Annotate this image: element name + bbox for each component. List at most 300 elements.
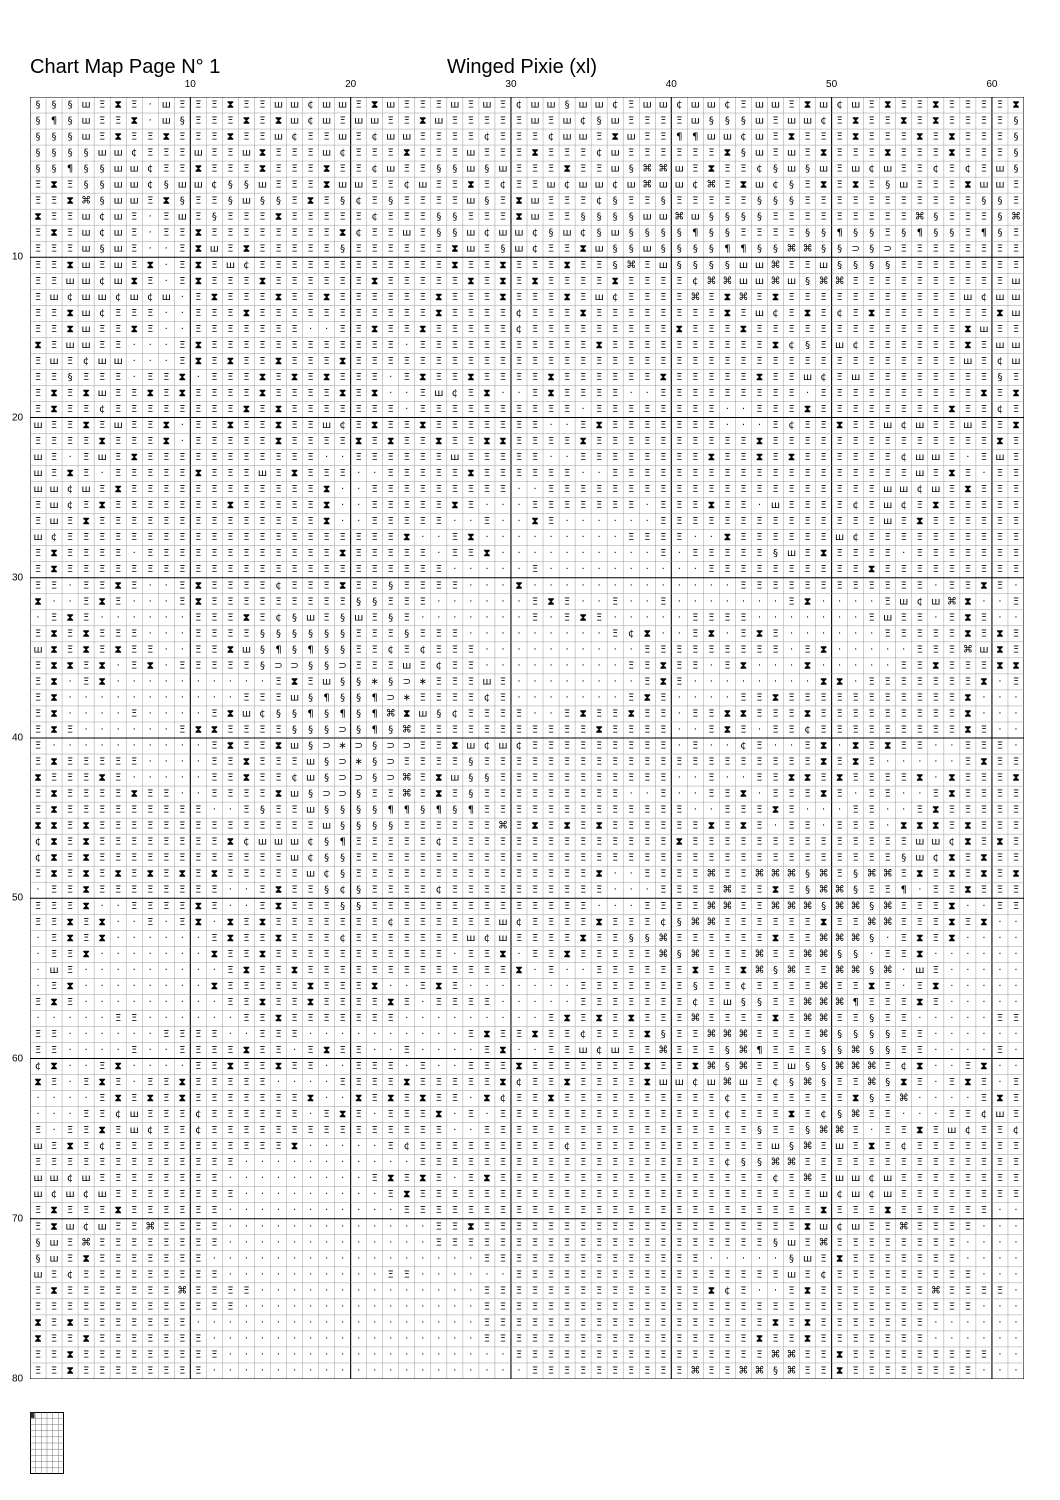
stitch-symbol: Ξ <box>452 885 458 896</box>
stitch-symbol: Ξ <box>131 1141 137 1152</box>
stitch-symbol: Ξ <box>949 724 955 735</box>
stitch-symbol: Ξ <box>195 212 201 223</box>
stitch-symbol: ш <box>130 180 139 191</box>
stitch-symbol: Ξ <box>548 1333 554 1344</box>
stitch-symbol: Ξ <box>901 244 907 255</box>
stitch-symbol: Ξ <box>740 564 746 575</box>
stitch-symbol: Ξ <box>307 564 313 575</box>
stitch-symbol: Ξ <box>580 997 586 1008</box>
stitch-symbol: Ξ <box>933 468 939 479</box>
stitch-symbol: ¢ <box>901 1061 907 1072</box>
stitch-symbol: § <box>853 1029 858 1040</box>
stitch-symbol: Ξ <box>917 1365 923 1376</box>
stitch-symbol: Ξ <box>628 1077 634 1088</box>
stitch-symbol: Ξ <box>211 1029 217 1040</box>
stitch-symbol: § <box>68 372 73 383</box>
stitch-symbol: · <box>982 1253 985 1264</box>
stitch-symbol: Ξ <box>259 212 265 223</box>
stitch-symbol: · <box>998 708 1001 719</box>
stitch-symbol: Ξ <box>628 308 634 319</box>
stitch-symbol: ⧗ <box>323 372 330 383</box>
stitch-symbol: ⧗ <box>724 532 731 543</box>
stitch-symbol: Ξ <box>692 1269 698 1280</box>
stitch-symbol: · <box>646 564 649 575</box>
stitch-symbol: ⧗ <box>51 548 58 559</box>
stitch-symbol: Ξ <box>692 644 698 655</box>
stitch-symbol: Ξ <box>99 1093 105 1104</box>
stitch-symbol: · <box>1014 692 1017 703</box>
stitch-symbol: Ξ <box>163 1317 169 1328</box>
stitch-symbol: · <box>309 1269 312 1280</box>
stitch-symbol: ¢ <box>67 484 73 495</box>
stitch-symbol: Ξ <box>211 596 217 607</box>
stitch-symbol: Ξ <box>949 516 955 527</box>
stitch-symbol: · <box>934 757 937 768</box>
stitch-symbol: Ξ <box>949 212 955 223</box>
stitch-symbol: Ξ <box>772 420 778 431</box>
stitch-symbol: Ξ <box>227 148 233 159</box>
stitch-symbol: Ξ <box>949 100 955 111</box>
stitch-symbol: Ξ <box>516 420 522 431</box>
stitch-symbol: Ξ <box>179 1269 185 1280</box>
stitch-symbol: ¢ <box>307 837 313 848</box>
stitch-symbol: Ξ <box>83 1269 89 1280</box>
stitch-symbol: ⧗ <box>115 869 122 880</box>
stitch-symbol: § <box>100 196 105 207</box>
stitch-symbol: Ξ <box>612 981 618 992</box>
stitch-symbol: Ξ <box>660 981 666 992</box>
stitch-symbol: · <box>405 1301 408 1312</box>
stitch-symbol: Ξ <box>949 276 955 287</box>
stitch-symbol: Ξ <box>195 1285 201 1296</box>
stitch-symbol: ⌘ <box>754 1365 764 1376</box>
stitch-symbol: ⧗ <box>403 1189 410 1200</box>
stitch-symbol: Ξ <box>740 837 746 848</box>
stitch-symbol: ¢ <box>516 324 522 335</box>
stitch-symbol: § <box>324 724 329 735</box>
stitch-symbol: ⌘ <box>642 180 652 191</box>
stitch-symbol: Ξ <box>227 276 233 287</box>
stitch-symbol: · <box>325 1205 328 1216</box>
stitch-symbol: Ξ <box>291 1093 297 1104</box>
stitch-symbol: ш <box>49 356 58 367</box>
stitch-symbol: Ξ <box>195 1061 201 1072</box>
stitch-symbol: · <box>405 981 408 992</box>
stitch-symbol: Ξ <box>179 1317 185 1328</box>
stitch-symbol: · <box>101 724 104 735</box>
stitch-symbol: Ξ <box>83 580 89 591</box>
stitch-symbol: Ξ <box>51 1317 57 1328</box>
stitch-symbol: Ξ <box>612 1013 618 1024</box>
stitch-symbol: ¢ <box>452 388 458 399</box>
stitch-symbol: Ξ <box>355 949 361 960</box>
stitch-symbol: Ξ <box>99 837 105 848</box>
stitch-symbol: Ξ <box>436 869 442 880</box>
stitch-symbol: Ξ <box>275 228 281 239</box>
stitch-symbol: Ξ <box>420 500 426 511</box>
stitch-symbol: Ξ <box>901 612 907 623</box>
stitch-symbol: Ξ <box>756 885 762 896</box>
stitch-symbol: Ξ <box>724 356 730 367</box>
stitch-symbol: Ξ <box>51 901 57 912</box>
stitch-symbol: · <box>886 644 889 655</box>
stitch-symbol: ⌘ <box>706 901 716 912</box>
stitch-symbol: ш <box>883 164 892 175</box>
stitch-symbol: ¢ <box>83 1189 89 1200</box>
stitch-symbol: ⌘ <box>738 1365 748 1376</box>
stitch-symbol: ⧗ <box>195 468 202 479</box>
stitch-symbol: Ξ <box>772 981 778 992</box>
stitch-symbol: ш <box>691 116 700 127</box>
stitch-symbol: Ξ <box>804 965 810 976</box>
stitch-symbol: Ξ <box>51 580 57 591</box>
stitch-symbol: Ξ <box>596 885 602 896</box>
stitch-symbol: Ξ <box>772 949 778 960</box>
stitch-symbol: Ξ <box>869 116 875 127</box>
stitch-symbol: Ξ <box>1013 1157 1019 1168</box>
stitch-symbol: Ξ <box>981 484 987 495</box>
stitch-symbol: Ξ <box>580 757 586 768</box>
stitch-symbol: Ξ <box>724 917 730 928</box>
stitch-symbol: ⧗ <box>596 917 603 928</box>
stitch-symbol: § <box>228 196 233 207</box>
stitch-symbol: Ξ <box>355 388 361 399</box>
stitch-symbol: Ξ <box>836 1237 842 1248</box>
stitch-symbol: Ξ <box>452 660 458 671</box>
stitch-symbol: Ξ <box>275 997 281 1008</box>
stitch-symbol: · <box>229 1221 232 1232</box>
stitch-symbol: Ξ <box>516 1349 522 1360</box>
stitch-symbol: Ξ <box>836 500 842 511</box>
stitch-symbol: Ξ <box>660 468 666 479</box>
stitch-symbol: Ξ <box>901 372 907 383</box>
column-number: 60 <box>986 79 997 90</box>
stitch-symbol: Ξ <box>115 789 121 800</box>
stitch-symbol: ¢ <box>901 420 907 431</box>
stitch-symbol: Ξ <box>452 468 458 479</box>
stitch-symbol: Ξ <box>355 628 361 639</box>
stitch-symbol: · <box>1014 708 1017 719</box>
stitch-symbol: Ξ <box>836 516 842 527</box>
stitch-symbol: Ξ <box>836 1157 842 1168</box>
stitch-symbol: Ξ <box>404 933 410 944</box>
stitch-symbol: ⌘ <box>803 1141 813 1152</box>
stitch-symbol: § <box>324 885 329 896</box>
stitch-symbol: Ξ <box>307 933 313 944</box>
stitch-symbol: · <box>533 692 536 703</box>
stitch-symbol: Ξ <box>211 1061 217 1072</box>
stitch-symbol: · <box>405 1237 408 1248</box>
stitch-symbol: Ξ <box>580 1285 586 1296</box>
stitch-symbol: Ξ <box>275 773 281 784</box>
stitch-symbol: · <box>437 1045 440 1056</box>
stitch-symbol: Ξ <box>596 436 602 447</box>
stitch-symbol: Ξ <box>67 885 73 896</box>
stitch-symbol: Ξ <box>388 869 394 880</box>
stitch-symbol: Ξ <box>981 885 987 896</box>
stitch-symbol: · <box>950 757 953 768</box>
stitch-symbol: Ξ <box>965 917 971 928</box>
stitch-symbol: § <box>741 116 746 127</box>
stitch-symbol: Ξ <box>788 1013 794 1024</box>
stitch-symbol: ⧗ <box>83 644 90 655</box>
stitch-symbol: · <box>133 356 136 367</box>
stitch-symbol: Ξ <box>788 805 794 816</box>
stitch-symbol: · <box>389 1253 392 1264</box>
stitch-symbol: Ξ <box>532 869 538 880</box>
stitch-symbol: Ξ <box>131 1189 137 1200</box>
stitch-symbol: ¢ <box>372 132 378 143</box>
stitch-symbol: Ξ <box>708 1093 714 1104</box>
stitch-symbol: Ξ <box>355 276 361 287</box>
stitch-symbol: Ξ <box>211 340 217 351</box>
stitch-symbol: ш <box>498 741 507 752</box>
stitch-symbol: ш <box>98 452 107 463</box>
stitch-symbol: Ξ <box>468 292 474 303</box>
stitch-symbol: Ξ <box>259 452 265 463</box>
stitch-symbol: Ξ <box>564 148 570 159</box>
stitch-symbol: · <box>966 965 969 976</box>
stitch-symbol: ⧗ <box>916 949 923 960</box>
stitch-symbol: Ξ <box>516 1029 522 1040</box>
stitch-symbol: ¢ <box>388 917 394 928</box>
stitch-symbol: Ξ <box>676 1189 682 1200</box>
stitch-symbol: Ξ <box>355 308 361 319</box>
stitch-symbol: Ξ <box>949 164 955 175</box>
stitch-symbol: Ξ <box>836 1093 842 1104</box>
stitch-symbol: ш <box>803 116 812 127</box>
stitch-symbol: ⧗ <box>852 757 859 768</box>
stitch-symbol: Ξ <box>548 1253 554 1264</box>
stitch-symbol: Ξ <box>404 372 410 383</box>
stitch-symbol: Ξ <box>179 805 185 816</box>
stitch-symbol: · <box>774 596 777 607</box>
stitch-symbol: Ξ <box>115 1077 121 1088</box>
stitch-symbol: ¢ <box>275 580 281 591</box>
stitch-symbol: · <box>630 388 633 399</box>
stitch-symbol: · <box>197 789 200 800</box>
stitch-symbol: Ξ <box>612 805 618 816</box>
stitch-symbol: · <box>309 1221 312 1232</box>
stitch-symbol: · <box>453 1365 456 1376</box>
stitch-symbol: Ξ <box>372 612 378 623</box>
stitch-symbol: § <box>468 757 473 768</box>
stitch-symbol: Ξ <box>500 148 506 159</box>
stitch-symbol: · <box>694 596 697 607</box>
stitch-symbol: Ξ <box>692 1333 698 1344</box>
stitch-symbol: § <box>773 548 778 559</box>
stitch-symbol: Ξ <box>740 917 746 928</box>
stitch-symbol: Ξ <box>901 1285 907 1296</box>
stitch-symbol: § <box>629 228 634 239</box>
stitch-symbol: Ξ <box>949 612 955 623</box>
stitch-symbol: · <box>373 1157 376 1168</box>
stitch-symbol: Ξ <box>500 885 506 896</box>
stitch-symbol: Ξ <box>676 532 682 543</box>
stitch-symbol: Ξ <box>420 1125 426 1136</box>
stitch-symbol: Ξ <box>307 436 313 447</box>
stitch-symbol: Ξ <box>580 340 586 351</box>
stitch-symbol: Ξ <box>788 997 794 1008</box>
stitch-symbol: Ξ <box>275 308 281 319</box>
stitch-symbol: Ξ <box>836 436 842 447</box>
stitch-symbol: Ξ <box>532 741 538 752</box>
stitch-symbol: · <box>902 757 905 768</box>
stitch-symbol: § <box>68 148 73 159</box>
stitch-symbol: Ξ <box>628 853 634 864</box>
stitch-symbol: Ξ <box>708 1125 714 1136</box>
stitch-symbol: · <box>598 901 601 912</box>
stitch-symbol: Ξ <box>548 1109 554 1120</box>
stitch-symbol: Ξ <box>147 1173 153 1184</box>
stitch-symbol: Ξ <box>1013 1093 1019 1104</box>
stitch-symbol: ⧗ <box>772 340 779 351</box>
stitch-symbol: Ξ <box>580 1173 586 1184</box>
stitch-symbol: Ξ <box>644 741 650 752</box>
stitch-symbol: ш <box>979 180 988 191</box>
stitch-symbol: ⧗ <box>83 420 90 431</box>
stitch-symbol: ⌘ <box>803 949 813 960</box>
stitch-symbol: § <box>180 196 185 207</box>
stitch-symbol: Ξ <box>788 821 794 832</box>
stitch-symbol: Ξ <box>323 997 329 1008</box>
stitch-symbol: Ξ <box>516 292 522 303</box>
stitch-symbol: Ξ <box>933 388 939 399</box>
stitch-symbol: Ξ <box>195 1029 201 1040</box>
stitch-symbol: ¢ <box>147 292 153 303</box>
stitch-symbol: Ξ <box>115 1301 121 1312</box>
stitch-symbol: · <box>85 692 88 703</box>
stitch-symbol: Ξ <box>404 917 410 928</box>
stitch-symbol: ¢ <box>981 292 987 303</box>
stitch-symbol: Ξ <box>211 1093 217 1104</box>
stitch-symbol: Ξ <box>580 1093 586 1104</box>
stitch-symbol: · <box>854 660 857 671</box>
stitch-symbol: ⧗ <box>772 1317 779 1328</box>
stitch-symbol: Ξ <box>243 276 249 287</box>
stitch-symbol: Ξ <box>468 997 474 1008</box>
stitch-symbol: Ξ <box>163 853 169 864</box>
stitch-symbol: Ξ <box>355 997 361 1008</box>
stitch-symbol: · <box>325 1317 328 1328</box>
stitch-symbol: · <box>614 516 617 527</box>
stitch-symbol: ⌘ <box>851 1045 861 1056</box>
stitch-symbol: Ξ <box>452 148 458 159</box>
stitch-symbol: Ξ <box>660 837 666 848</box>
stitch-symbol: Ξ <box>660 1221 666 1232</box>
stitch-symbol: · <box>213 965 216 976</box>
stitch-symbol: Ξ <box>724 1141 730 1152</box>
stitch-symbol: Ξ <box>243 1061 249 1072</box>
stitch-symbol: Ξ <box>147 853 153 864</box>
stitch-symbol: Ξ <box>307 388 313 399</box>
stitch-symbol: ⧗ <box>99 1077 106 1088</box>
stitch-symbol: Ξ <box>131 244 137 255</box>
stitch-symbol: Ξ <box>756 548 762 559</box>
stitch-symbol: · <box>982 1045 985 1056</box>
stitch-symbol: Ξ <box>548 436 554 447</box>
stitch-symbol: Ξ <box>869 837 875 848</box>
stitch-symbol: Ξ <box>468 404 474 415</box>
stitch-symbol: Ξ <box>869 420 875 431</box>
stitch-symbol: Ξ <box>179 1189 185 1200</box>
stitch-symbol: ¢ <box>516 917 522 928</box>
stitch-symbol: Ξ <box>195 612 201 623</box>
column-number: 40 <box>666 79 677 90</box>
stitch-symbol: Ξ <box>740 692 746 703</box>
stitch-symbol: Ξ <box>291 212 297 223</box>
stitch-symbol: Ξ <box>195 660 201 671</box>
stitch-symbol: Ξ <box>436 372 442 383</box>
stitch-symbol: Ξ <box>740 933 746 944</box>
stitch-symbol: · <box>758 1285 761 1296</box>
stitch-symbol: ⧗ <box>323 500 330 511</box>
stitch-symbol: Ξ <box>291 420 297 431</box>
stitch-symbol: Ξ <box>532 1173 538 1184</box>
stitch-symbol: Ξ <box>452 324 458 335</box>
stitch-symbol: Ξ <box>147 308 153 319</box>
stitch-symbol: ⧗ <box>243 965 250 976</box>
stitch-symbol: · <box>373 1285 376 1296</box>
stitch-symbol: ⧗ <box>227 933 234 944</box>
stitch-symbol: Ξ <box>820 773 826 784</box>
stitch-symbol: ⧗ <box>532 276 539 287</box>
stitch-symbol: Ξ <box>147 1157 153 1168</box>
stitch-symbol: Ξ <box>949 436 955 447</box>
stitch-symbol: Ξ <box>323 388 329 399</box>
stitch-symbol: Ξ <box>628 805 634 816</box>
stitch-symbol: Ξ <box>420 260 426 271</box>
stitch-symbol: Ξ <box>227 981 233 992</box>
stitch-symbol: · <box>582 548 585 559</box>
stitch-symbol: · <box>341 1093 344 1104</box>
stitch-symbol: Ξ <box>259 757 265 768</box>
stitch-symbol: Ξ <box>612 853 618 864</box>
stitch-symbol: ⧗ <box>980 917 987 928</box>
stitch-symbol: ш <box>675 1077 684 1088</box>
stitch-symbol: Ξ <box>564 388 570 399</box>
stitch-symbol: Ξ <box>869 132 875 143</box>
stitch-symbol: Ξ <box>708 1189 714 1200</box>
stitch-symbol: Ξ <box>147 901 153 912</box>
stitch-symbol: Ξ <box>163 388 169 399</box>
stitch-symbol: · <box>758 676 761 687</box>
stitch-symbol: Ξ <box>836 180 842 191</box>
stitch-symbol: Ξ <box>933 356 939 367</box>
stitch-symbol: ш <box>498 228 507 239</box>
stitch-symbol: Ξ <box>163 148 169 159</box>
stitch-symbol: ш <box>114 196 123 207</box>
stitch-symbol: ш <box>995 1109 1004 1120</box>
stitch-symbol: ⌘ <box>386 708 396 719</box>
stitch-symbol: · <box>165 757 168 768</box>
stitch-symbol: § <box>36 1237 41 1248</box>
stitch-symbol: § <box>901 228 906 239</box>
stitch-symbol: Ξ <box>35 1029 41 1040</box>
stitch-symbol: Ξ <box>580 853 586 864</box>
stitch-symbol: ⧗ <box>1012 869 1019 880</box>
stitch-symbol: ш <box>242 196 251 207</box>
stitch-symbol: Ξ <box>516 869 522 880</box>
stitch-symbol: Ξ <box>147 436 153 447</box>
stitch-symbol: § <box>805 228 810 239</box>
stitch-symbol: ¢ <box>933 853 939 864</box>
stitch-symbol: · <box>966 997 969 1008</box>
stitch-symbol: Ξ <box>772 1045 778 1056</box>
stitch-symbol: · <box>469 1365 472 1376</box>
stitch-symbol: · <box>389 1285 392 1296</box>
stitch-symbol: ⧗ <box>211 949 218 960</box>
